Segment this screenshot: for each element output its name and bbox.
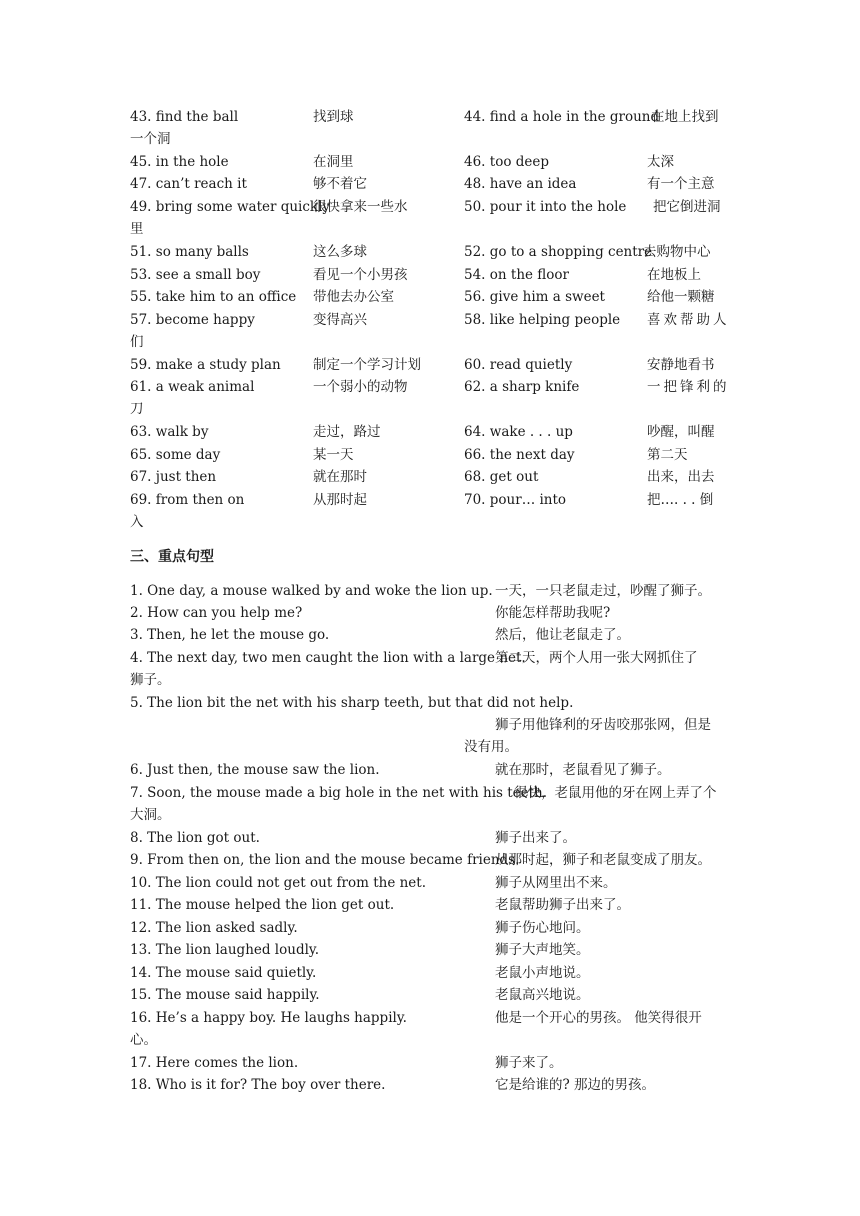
phrase-en: 57. become happy: [130, 312, 255, 328]
sentence-en: 18. Who is it for? The boy over there.: [130, 1077, 386, 1093]
sentence-en: 14. The mouse said quietly.: [130, 965, 317, 981]
sentence-row: [130, 602, 750, 624]
phrase-cn: 某一天: [313, 447, 354, 463]
phrase-cn: 去购物中心: [643, 244, 711, 260]
phrase-cn: 把…. . . 倒: [647, 492, 714, 508]
phrase-cn: 第二天: [647, 447, 688, 463]
sentence-cn: 老鼠小声地说。: [495, 965, 590, 981]
phrase-row: [130, 286, 750, 308]
phrase-row: [130, 264, 750, 286]
sentence-row: [130, 1052, 750, 1074]
sentence-en: 16. He’s a happy boy. He laughs happily.: [130, 1010, 407, 1026]
sentence-row: [130, 580, 750, 602]
sentence-wrap-line: [130, 1029, 750, 1051]
sentence-cn: 狮子出来了。: [495, 830, 576, 846]
phrase-wrap-line: [130, 218, 750, 240]
phrase-cn: 制定一个学习计划: [313, 357, 421, 373]
sentence-row: [130, 714, 750, 736]
phrase-cn-wrap: 里: [130, 221, 144, 237]
sentence-cn: 老鼠高兴地说。: [495, 987, 590, 1003]
phrase-en: 43. find the ball: [130, 109, 239, 125]
phrase-cn: 这么多球: [313, 244, 367, 260]
sentence-cn: 然后，他让老鼠走了。: [495, 627, 630, 643]
phrase-en: 53. see a small boy: [130, 267, 261, 283]
phrase-row: [130, 106, 750, 128]
sentence-cn: 一天，一只老鼠走过，吵醒了狮子。: [495, 583, 711, 599]
sentence-en: 10. The lion could not get out from the net.: [130, 875, 427, 891]
sentence-en: 11. The mouse helped the lion get out.: [130, 897, 395, 913]
sentence-cn: 从那时起，狮子和老鼠变成了朋友。: [495, 852, 711, 868]
sentence-wrap-line: [130, 669, 750, 691]
sentence-en: 12. The lion asked sadly.: [130, 920, 298, 936]
phrase-row: [130, 173, 750, 195]
sentence-row: [130, 894, 750, 916]
sentence-cn: 狮子大声地笑。: [495, 942, 590, 958]
sentence-en: 9. From then on, the lion and the mouse became friends.: [130, 852, 520, 868]
phrase-en: 47. can’t reach it: [130, 176, 247, 192]
phrase-cn: 变得高兴: [313, 312, 367, 328]
sentence-row: [130, 827, 750, 849]
sentence-row: [130, 759, 750, 781]
phrase-wrap-line: [130, 128, 750, 150]
sentence-en: 15. The mouse said happily.: [130, 987, 320, 1003]
phrase-cn: 出来，出去: [647, 469, 715, 485]
sentence-cn-wrap: 心。: [130, 1032, 157, 1048]
sentence-en: 13. The lion laughed loudly.: [130, 942, 320, 958]
phrase-en: 58. like helping people: [464, 312, 621, 328]
sentence-cn: 狮子用他锋利的牙齿咬那张网，但是: [495, 717, 711, 733]
sentence-row: [130, 917, 750, 939]
phrase-en: 52. go to a shopping centre: [464, 244, 653, 260]
sentence-cn: 第二天，两个人用一张大网抓住了: [495, 650, 698, 666]
phrase-row: [130, 151, 750, 173]
phrase-en: 51. so many balls: [130, 244, 249, 260]
phrase-row: [130, 466, 750, 488]
phrase-en: 66. the next day: [464, 447, 575, 463]
phrase-cn: 有一个主意: [647, 176, 715, 192]
phrase-row: [130, 309, 750, 331]
phrase-en: 68. get out: [464, 469, 539, 485]
sentence-row: [130, 1007, 750, 1029]
sentence-cn: 很快，老鼠用他的牙在网上弄了个: [514, 785, 717, 801]
phrase-cn: 一把锋利的: [647, 379, 730, 395]
phrase-wrap-line: [130, 331, 750, 353]
sentence-en: 1. One day, a mouse walked by and woke the lion up.: [130, 583, 493, 599]
phrase-en: 46. too deep: [464, 154, 550, 170]
phrase-row: [130, 354, 750, 376]
sentence-row: [130, 647, 750, 669]
phrase-row: [130, 489, 750, 511]
phrase-wrap-line: [130, 398, 750, 420]
phrase-cn: 就在那时: [313, 469, 367, 485]
phrase-row: [130, 241, 750, 263]
sentence-en: 5. The lion bit the net with his sharp teeth, but that did not help.: [130, 695, 574, 711]
phrase-en: 63. walk by: [130, 424, 209, 440]
sentence-row: [130, 939, 750, 961]
sentence-row: [130, 872, 750, 894]
phrase-en: 64. wake . . . up: [464, 424, 573, 440]
sentence-cn: 你能怎样帮助我呢?: [495, 605, 611, 621]
phrase-en: 56. give him a sweet: [464, 289, 605, 305]
phrase-cn: 安静地看书: [647, 357, 715, 373]
phrase-en: 59. make a study plan: [130, 357, 281, 373]
section-heading: 三、重点句型: [130, 549, 214, 565]
phrase-row: [130, 196, 750, 218]
phrase-cn: 走过，路过: [313, 424, 381, 440]
phrase-en: 67. just then: [130, 469, 217, 485]
sentence-row: [130, 962, 750, 984]
sentence-row: [130, 1074, 750, 1096]
sentence-cn: 他是一个开心的男孩。 他笑得很开: [495, 1010, 702, 1026]
phrase-cn: 很快拿来一些水: [313, 199, 408, 215]
phrase-en: 50. pour it into the hole: [464, 199, 627, 215]
phrase-cn-wrap: 刀: [130, 401, 144, 417]
phrase-cn: 在洞里: [313, 154, 354, 170]
phrase-cn: 太深: [647, 154, 674, 170]
sentence-en: 8. The lion got out.: [130, 830, 260, 846]
phrase-en: 48. have an idea: [464, 176, 577, 192]
sentence-cn: 老鼠帮助狮子出来了。: [495, 897, 630, 913]
phrase-en: 60. read quietly: [464, 357, 573, 373]
sentence-en: 3. Then, he let the mouse go.: [130, 627, 330, 643]
sentence-en: 4. The next day, two men caught the lion with a large net.: [130, 650, 526, 666]
sentence-en: 17. Here comes the lion.: [130, 1055, 299, 1071]
phrase-cn: 喜欢帮助人: [647, 312, 730, 328]
phrase-cn: 带他去办公室: [313, 289, 394, 305]
phrase-en: 70. pour… into: [464, 492, 567, 508]
phrase-wrap-line: [130, 511, 750, 533]
phrase-cn-wrap: 们: [130, 334, 144, 350]
sentence-row: [130, 984, 750, 1006]
phrase-en: 44. find a hole in the ground: [464, 109, 660, 125]
phrase-row: [130, 376, 750, 398]
sentence-row: [130, 692, 750, 714]
phrase-en: 65. some day: [130, 447, 221, 463]
sentence-cn-wrap: 大洞。: [130, 807, 171, 823]
phrase-cn: 够不着它: [313, 176, 367, 192]
sentence-en: 7. Soon, the mouse made a big hole in the net with his teeth.: [130, 785, 548, 801]
phrase-cn: 在地板上: [647, 267, 701, 283]
phrase-en: 55. take him to an office: [130, 289, 297, 305]
sentence-wrap-line: [130, 736, 750, 758]
sentence-row: [130, 782, 750, 804]
phrase-cn: 给他一颗糖: [647, 289, 715, 305]
phrase-cn: 在地上找到: [651, 109, 719, 125]
phrase-en: 61. a weak animal: [130, 379, 255, 395]
phrase-en: 49. bring some water quickly: [130, 199, 331, 215]
phrase-cn: 把它倒进洞: [653, 199, 721, 215]
phrase-en: 45. in the hole: [130, 154, 229, 170]
phrase-cn: 从那时起: [313, 492, 367, 508]
sentence-cn: 它是给谁的? 那边的男孩。: [495, 1077, 656, 1093]
phrase-en: 62. a sharp knife: [464, 379, 580, 395]
sentence-row: [130, 624, 750, 646]
sentence-en: 2. How can you help me?: [130, 605, 303, 621]
phrase-cn-wrap: 一个洞: [130, 131, 171, 147]
sentence-cn: 狮子伤心地问。: [495, 920, 590, 936]
phrase-cn: 一个弱小的动物: [313, 379, 408, 395]
phrase-cn: 看见一个小男孩: [313, 267, 408, 283]
sentence-cn-wrap: 狮子。: [130, 672, 171, 688]
sentence-cn: 狮子从网里出不来。: [495, 875, 617, 891]
sentence-cn: 狮子来了。: [495, 1055, 563, 1071]
sentence-cn: 就在那时，老鼠看见了狮子。: [495, 762, 671, 778]
phrase-en: 69. from then on: [130, 492, 245, 508]
phrase-cn: 找到球: [313, 109, 354, 125]
sentence-en: 6. Just then, the mouse saw the lion.: [130, 762, 380, 778]
phrase-en: 54. on the floor: [464, 267, 570, 283]
phrase-cn-wrap: 入: [130, 514, 144, 530]
sentence-wrap-line: [130, 804, 750, 826]
sentence-cn-wrap: 没有用。: [464, 739, 518, 755]
sentence-row: [130, 849, 750, 871]
phrase-row: [130, 444, 750, 466]
phrase-row: [130, 421, 750, 443]
phrase-cn: 吵醒，叫醒: [647, 424, 715, 440]
